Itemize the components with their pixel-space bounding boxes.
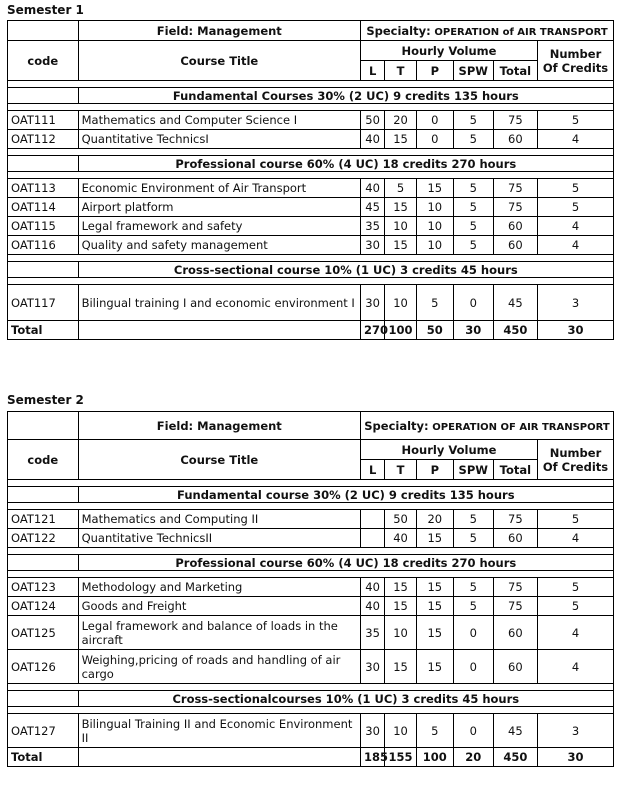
course-credits: 5 xyxy=(538,578,614,597)
spacer-row xyxy=(8,81,614,88)
section-heading: Cross-sectional course 10% (1 UC) 3 credits 45 hours xyxy=(78,262,613,278)
course-total: 75 xyxy=(493,198,537,217)
credits-header xyxy=(538,440,614,480)
course-code: OAT123 xyxy=(8,578,79,597)
spacer-cell xyxy=(8,81,614,88)
section-heading-row xyxy=(8,88,614,104)
course-l: 40 xyxy=(361,597,385,616)
course-l xyxy=(361,529,385,548)
header-blank xyxy=(8,412,79,440)
course-spw: 5 xyxy=(453,529,493,548)
spacer-cell xyxy=(8,548,614,555)
course-code: OAT126 xyxy=(8,650,79,684)
p-header: P xyxy=(416,61,453,81)
course-row xyxy=(8,130,614,149)
total-t: 100 xyxy=(385,321,417,340)
course-spw: 5 xyxy=(453,130,493,149)
spacer-cell xyxy=(8,707,614,714)
course-credits: 5 xyxy=(538,597,614,616)
field-label: Field: Management xyxy=(78,21,360,41)
section-heading-blank xyxy=(8,156,79,172)
total-label: Total xyxy=(8,748,79,767)
course-t: 10 xyxy=(385,714,417,748)
course-spw: 5 xyxy=(453,198,493,217)
course-t: 50 xyxy=(385,510,417,529)
course-t: 15 xyxy=(385,236,417,255)
credits-header-line-2: Of Credits xyxy=(542,459,609,474)
course-spw: 0 xyxy=(453,714,493,748)
l-header: L xyxy=(361,61,385,81)
course-total: 75 xyxy=(493,179,537,198)
course-title: Mathematics and Computing II xyxy=(78,510,360,529)
course-title: Mathematics and Computer Science I xyxy=(78,111,360,130)
total-label: Total xyxy=(8,321,79,340)
course-spw: 5 xyxy=(453,111,493,130)
course-row xyxy=(8,111,614,130)
section-heading-blank xyxy=(8,88,79,104)
spacer-row xyxy=(8,684,614,691)
spacer-row xyxy=(8,278,614,285)
course-code: OAT115 xyxy=(8,217,79,236)
course-code: OAT114 xyxy=(8,198,79,217)
spacer-row xyxy=(8,503,614,510)
course-total: 45 xyxy=(493,285,537,321)
course-row xyxy=(8,179,614,198)
credits-header-line-2: Of Credits xyxy=(542,60,609,75)
course-p: 15 xyxy=(416,529,453,548)
course-row xyxy=(8,217,614,236)
section-heading: Professional course 60% (4 UC) 18 credits 270 hours xyxy=(78,156,613,172)
total-row xyxy=(8,321,614,340)
course-code: OAT125 xyxy=(8,616,79,650)
course-l: 40 xyxy=(361,179,385,198)
header-blank xyxy=(8,21,79,41)
spacer-row xyxy=(8,548,614,555)
course-title-header: Course Title xyxy=(78,440,360,480)
course-title: Methodology and Marketing xyxy=(78,578,360,597)
spacer-row xyxy=(8,707,614,714)
total-credits: 30 xyxy=(538,748,614,767)
section-heading-blank xyxy=(8,555,79,571)
spacer-row xyxy=(8,255,614,262)
course-total: 60 xyxy=(493,217,537,236)
course-credits: 5 xyxy=(538,510,614,529)
course-title: Quality and safety management xyxy=(78,236,360,255)
course-t: 15 xyxy=(385,198,417,217)
spacer-cell xyxy=(8,104,614,111)
course-credits: 4 xyxy=(538,236,614,255)
course-row xyxy=(8,236,614,255)
specialty-cell xyxy=(361,21,614,41)
course-row xyxy=(8,578,614,597)
course-l xyxy=(361,510,385,529)
course-l: 50 xyxy=(361,111,385,130)
course-total: 60 xyxy=(493,236,537,255)
course-title: Economic Environment of Air Transport xyxy=(78,179,360,198)
section-heading-row xyxy=(8,156,614,172)
course-t: 15 xyxy=(385,597,417,616)
course-total: 60 xyxy=(493,130,537,149)
section-heading: Professional course 60% (4 UC) 18 credits 270 hours xyxy=(78,555,613,571)
course-spw: 5 xyxy=(453,217,493,236)
spacer-cell xyxy=(8,149,614,156)
course-title: Quantitative TechnicsI xyxy=(78,130,360,149)
t-header: T xyxy=(385,460,417,480)
spacer-cell xyxy=(8,480,614,487)
semester-2-title: Semester 2 xyxy=(7,393,84,407)
course-p: 5 xyxy=(416,714,453,748)
field-label: Field: Management xyxy=(78,412,360,440)
total-spw: 30 xyxy=(453,321,493,340)
course-l: 30 xyxy=(361,714,385,748)
p-header: P xyxy=(416,460,453,480)
semester-2-table xyxy=(7,411,614,767)
course-total: 75 xyxy=(493,597,537,616)
spacer-row xyxy=(8,172,614,179)
course-row xyxy=(8,714,614,748)
course-t: 15 xyxy=(385,130,417,149)
spacer-cell xyxy=(8,503,614,510)
spacer-cell xyxy=(8,172,614,179)
header-row xyxy=(8,440,614,460)
total-blank xyxy=(78,321,360,340)
course-spw: 0 xyxy=(453,285,493,321)
section-heading-row xyxy=(8,555,614,571)
course-code: OAT112 xyxy=(8,130,79,149)
course-t: 5 xyxy=(385,179,417,198)
total-spw: 20 xyxy=(453,748,493,767)
header-row xyxy=(8,41,614,61)
course-title: Bilingual training I and economic environment I xyxy=(78,285,360,321)
course-credits: 4 xyxy=(538,529,614,548)
course-title-header: Course Title xyxy=(78,41,360,81)
course-t: 20 xyxy=(385,111,417,130)
course-credits: 3 xyxy=(538,285,614,321)
course-t: 10 xyxy=(385,217,417,236)
code-header: code xyxy=(8,440,79,480)
section-heading-blank xyxy=(8,487,79,503)
course-credits: 5 xyxy=(538,111,614,130)
section-heading-blank xyxy=(8,262,79,278)
total-l: 185 xyxy=(361,748,385,767)
course-row xyxy=(8,198,614,217)
total-p: 100 xyxy=(416,748,453,767)
course-title: Legal framework and safety xyxy=(78,217,360,236)
course-code: OAT124 xyxy=(8,597,79,616)
course-l: 30 xyxy=(361,236,385,255)
course-total: 60 xyxy=(493,616,537,650)
course-l: 40 xyxy=(361,578,385,597)
header-row xyxy=(8,412,614,440)
specialty-cell xyxy=(361,412,614,440)
section-heading: Fundamental course 30% (2 UC) 9 credits 135 hours xyxy=(78,487,613,503)
code-header: code xyxy=(8,41,79,81)
course-row xyxy=(8,285,614,321)
course-code: OAT116 xyxy=(8,236,79,255)
section-heading-row xyxy=(8,691,614,707)
course-l: 35 xyxy=(361,616,385,650)
l-header: L xyxy=(361,460,385,480)
total-row xyxy=(8,748,614,767)
total-total: 450 xyxy=(493,748,537,767)
course-title: Legal framework and balance of loads in the aircraft xyxy=(78,616,360,650)
course-t: 10 xyxy=(385,616,417,650)
course-p: 10 xyxy=(416,198,453,217)
header-row xyxy=(8,21,614,41)
course-row xyxy=(8,650,614,684)
spacer-row xyxy=(8,104,614,111)
course-p: 5 xyxy=(416,285,453,321)
course-credits: 4 xyxy=(538,130,614,149)
course-total: 60 xyxy=(493,529,537,548)
course-p: 15 xyxy=(416,179,453,198)
course-title: Airport platform xyxy=(78,198,360,217)
course-l: 30 xyxy=(361,285,385,321)
course-p: 10 xyxy=(416,236,453,255)
course-total: 75 xyxy=(493,111,537,130)
total-p: 50 xyxy=(416,321,453,340)
hourly-volume-header: Hourly Volume xyxy=(361,41,538,61)
spacer-cell xyxy=(8,278,614,285)
course-t: 10 xyxy=(385,285,417,321)
course-title: Quantitative TechnicsII xyxy=(78,529,360,548)
credits-header-line-1: Number xyxy=(549,445,602,460)
total-header: Total xyxy=(493,460,537,480)
course-p: 0 xyxy=(416,130,453,149)
section-heading-blank xyxy=(8,691,79,707)
course-p: 15 xyxy=(416,616,453,650)
course-title: Goods and Freight xyxy=(78,597,360,616)
section-heading: Fundamental Courses 30% (2 UC) 9 credits 135 hours xyxy=(78,88,613,104)
course-p: 10 xyxy=(416,217,453,236)
section-heading: Cross-sectionalcourses 10% (1 UC) 3 credits 45 hours xyxy=(78,691,613,707)
spacer-row xyxy=(8,149,614,156)
specialty-label: Specialty: xyxy=(364,418,429,433)
course-spw: 5 xyxy=(453,578,493,597)
course-code: OAT127 xyxy=(8,714,79,748)
spacer-row xyxy=(8,571,614,578)
course-total: 60 xyxy=(493,650,537,684)
course-credits: 5 xyxy=(538,179,614,198)
course-credits: 5 xyxy=(538,198,614,217)
course-credits: 4 xyxy=(538,217,614,236)
hourly-volume-header: Hourly Volume xyxy=(361,440,538,460)
course-code: OAT113 xyxy=(8,179,79,198)
course-code: OAT122 xyxy=(8,529,79,548)
semester-1-table xyxy=(7,20,614,340)
course-l: 45 xyxy=(361,198,385,217)
spw-header: SPW xyxy=(453,61,493,81)
total-l: 270 xyxy=(361,321,385,340)
course-credits: 4 xyxy=(538,616,614,650)
course-row xyxy=(8,510,614,529)
specialty-value: OPERATION OF AIR TRANSPORT xyxy=(432,421,610,433)
course-l: 35 xyxy=(361,217,385,236)
course-row xyxy=(8,616,614,650)
t-header: T xyxy=(385,61,417,81)
course-t: 15 xyxy=(385,578,417,597)
course-p: 15 xyxy=(416,578,453,597)
course-credits: 4 xyxy=(538,650,614,684)
course-p: 15 xyxy=(416,650,453,684)
credits-header xyxy=(538,41,614,81)
course-l: 40 xyxy=(361,130,385,149)
specialty-value: OPERATION of AIR TRANSPORT xyxy=(434,26,608,38)
course-total: 75 xyxy=(493,578,537,597)
spw-header: SPW xyxy=(453,460,493,480)
course-spw: 0 xyxy=(453,616,493,650)
spacer-cell xyxy=(8,571,614,578)
course-row xyxy=(8,597,614,616)
course-spw: 5 xyxy=(453,510,493,529)
course-code: OAT111 xyxy=(8,111,79,130)
total-header: Total xyxy=(493,61,537,81)
spacer-cell xyxy=(8,684,614,691)
specialty-label: Specialty: xyxy=(366,23,431,38)
course-total: 45 xyxy=(493,714,537,748)
course-spw: 5 xyxy=(453,179,493,198)
course-t: 40 xyxy=(385,529,417,548)
course-credits: 3 xyxy=(538,714,614,748)
total-credits: 30 xyxy=(538,321,614,340)
course-spw: 5 xyxy=(453,236,493,255)
course-code: OAT121 xyxy=(8,510,79,529)
course-p: 20 xyxy=(416,510,453,529)
section-heading-row xyxy=(8,262,614,278)
section-heading-row xyxy=(8,487,614,503)
total-total: 450 xyxy=(493,321,537,340)
total-blank xyxy=(78,748,360,767)
course-code: OAT117 xyxy=(8,285,79,321)
course-l: 30 xyxy=(361,650,385,684)
course-p: 0 xyxy=(416,111,453,130)
course-p: 15 xyxy=(416,597,453,616)
course-row xyxy=(8,529,614,548)
spacer-cell xyxy=(8,255,614,262)
spacer-row xyxy=(8,480,614,487)
course-total: 75 xyxy=(493,510,537,529)
course-title: Weighing,pricing of roads and handling of air cargo xyxy=(78,650,360,684)
credits-header-line-1: Number xyxy=(549,46,602,61)
semester-1-title: Semester 1 xyxy=(7,3,84,17)
course-spw: 5 xyxy=(453,597,493,616)
course-spw: 0 xyxy=(453,650,493,684)
total-t: 155 xyxy=(385,748,417,767)
course-title: Bilingual Training II and Economic Environment II xyxy=(78,714,360,748)
course-t: 15 xyxy=(385,650,417,684)
